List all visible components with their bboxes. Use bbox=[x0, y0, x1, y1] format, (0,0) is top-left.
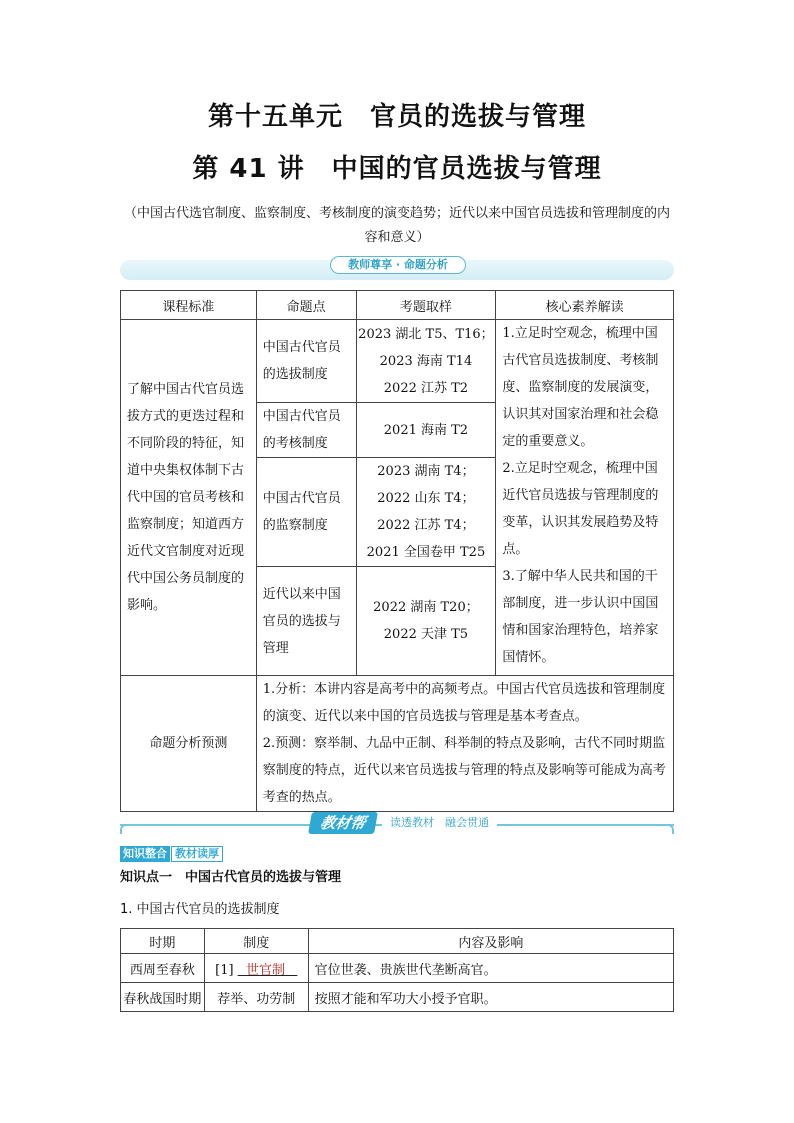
textbook-slogan: 读透教材 融会贯通 bbox=[382, 812, 497, 834]
fill-blank-answer bbox=[238, 963, 298, 978]
sample-line: 2021 海南 T2 bbox=[383, 422, 469, 438]
knowledge-point-subtitle: 1. 中国古代官员的选拔制度 bbox=[120, 902, 280, 917]
prediction-label: 命题分析预测 bbox=[121, 676, 257, 812]
samples-cell bbox=[356, 403, 496, 458]
exam-analysis-table bbox=[120, 290, 674, 812]
answer-text: 世官制 bbox=[245, 962, 285, 978]
sample-line: 2022 江苏 T4； bbox=[377, 518, 475, 533]
sample-line: 2022 天津 T5 bbox=[383, 627, 469, 642]
table-row bbox=[121, 954, 674, 983]
header-system: 制度 bbox=[204, 929, 308, 954]
table-row bbox=[121, 983, 674, 1012]
content-cell: 按照才能和军功大小授予官职。 bbox=[308, 983, 673, 1012]
blank-number: [1] bbox=[215, 962, 234, 978]
header-curriculum: 课程标准 bbox=[121, 291, 257, 320]
literacy-item: 2.立足时空观念，梳理中国近代官员选拔与管理制度的变革，认识其发展趋势及特点。 bbox=[502, 461, 659, 557]
textbook-logo: 教材帮 bbox=[308, 812, 378, 834]
teacher-banner-label: 教师尊享 · 命题分析 bbox=[330, 256, 466, 274]
curriculum-standard: 了解中国古代官员选拔方式的更迭过程和不同阶段的特征，知道中央集权体制下古代中国的官员考核和监察制度；知道西方近代文官制度对近现代中国公务员制度的影响。 bbox=[121, 320, 257, 676]
header-content: 内容及影响 bbox=[308, 929, 673, 954]
samples-cell bbox=[356, 320, 496, 403]
section-tags bbox=[120, 842, 223, 858]
period-cell: 春秋战国时期 bbox=[121, 983, 205, 1012]
period-cell: 西周至春秋 bbox=[121, 954, 205, 983]
sample-line: 2023 海南 T14 bbox=[379, 353, 473, 369]
header-topic: 命题点 bbox=[256, 291, 356, 320]
core-literacy bbox=[496, 320, 674, 676]
system-cell: 荐举、功劳制 bbox=[204, 983, 308, 1012]
teacher-banner bbox=[120, 256, 674, 284]
unit-title: 第十五单元 官员的选拔与管理 bbox=[207, 102, 586, 132]
prediction-item: 1.分析：本讲内容是高考中的高频考点。中国古代官员选拔和管理制度的演变、近代以来中国的官员选拔与管理是基本考查点。 bbox=[262, 682, 666, 724]
literacy-item: 3.了解中华人民共和国的干部制度，进一步认识中国国情和国家治理特色，培养家国情怀。 bbox=[502, 569, 659, 665]
sample-line: 2021 全国卷甲 T25 bbox=[366, 545, 486, 560]
topic-point: 中国古代官员的选拔制度 bbox=[256, 320, 356, 403]
header-literacy: 核心素养解读 bbox=[496, 291, 674, 320]
table-row bbox=[121, 676, 674, 812]
topic-point: 中国古代官员的考核制度 bbox=[256, 403, 356, 458]
table-row bbox=[121, 320, 674, 403]
banner-cap-right bbox=[664, 824, 674, 834]
sample-line: 2022 湖南 T20； bbox=[373, 600, 479, 615]
table-header-row bbox=[121, 291, 674, 320]
content-cell: 官位世袭、贵族世代垄断高官。 bbox=[308, 954, 673, 983]
table-header-row bbox=[121, 929, 674, 954]
tag-reading: 教材读厚 bbox=[171, 846, 223, 862]
prediction-item: 2.预测：察举制、九品中正制、科举制的特点及影响，古代不同时期监察制度的特点，近代以来官员选拔与管理的特点及影响等可能成为高考考查的热点。 bbox=[262, 736, 666, 805]
lecture-subtitle: （中国古代选官制度、监察制度、考核制度的演变趋势；近代以来中国官员选拔和管理制度的内容和意义） bbox=[123, 206, 670, 245]
sample-line: 2022 山东 T4； bbox=[377, 491, 475, 506]
sample-line: 2022 江苏 T2 bbox=[383, 380, 469, 396]
banner-cap-left bbox=[120, 824, 130, 834]
textbook-banner bbox=[120, 810, 674, 838]
topic-point: 中国古代官员的监察制度 bbox=[256, 458, 356, 567]
tag-integration: 知识整合 bbox=[120, 846, 170, 862]
sample-line: 2023 湖北 T5、T16； bbox=[358, 326, 494, 342]
header-period: 时期 bbox=[121, 929, 205, 954]
selection-system-table bbox=[120, 928, 674, 1012]
sample-line: 2023 湖南 T4； bbox=[377, 464, 475, 479]
knowledge-point-title: 知识点一 中国古代官员的选拔与管理 bbox=[120, 870, 342, 885]
lecture-title: 第 41 讲 中国的官员选拔与管理 bbox=[192, 154, 602, 184]
samples-cell bbox=[356, 458, 496, 567]
system-cell bbox=[204, 954, 308, 983]
header-samples: 考题取样 bbox=[356, 291, 496, 320]
samples-cell bbox=[356, 567, 496, 676]
prediction-content bbox=[256, 676, 673, 812]
literacy-item: 1.立足时空观念，梳理中国古代官员选拔制度、考核制度、监察制度的发展演变，认识其对国家治理和社会稳定的重要意义。 bbox=[502, 326, 659, 449]
topic-point: 近代以来中国官员的选拔与管理 bbox=[256, 567, 356, 676]
